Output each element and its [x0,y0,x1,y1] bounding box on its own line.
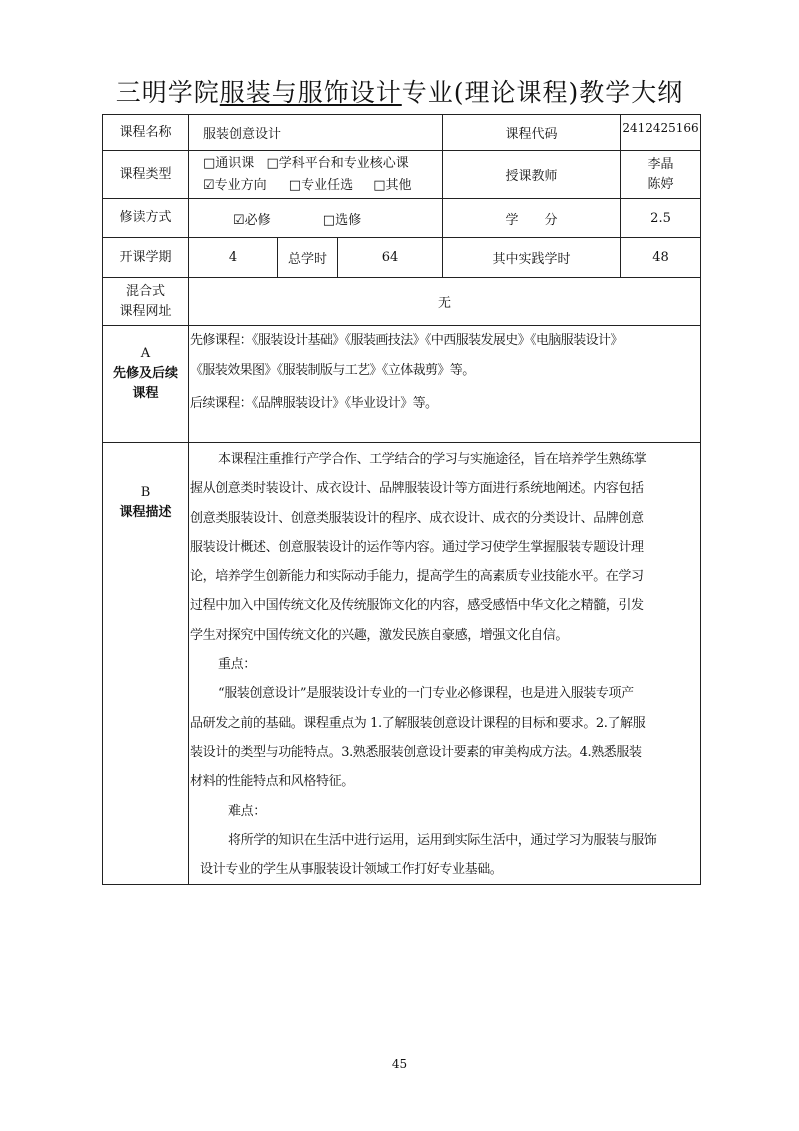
study-mode-options [189,199,443,238]
syllabus-table [102,114,701,885]
title-major: 服装与服饰设计 [219,78,402,107]
difficulty-line: 将所学的知识在生活中进行运用，运用到实际生活中，通过学习为服装与服饰 [228,832,657,848]
practice-hours-value: 48 [621,238,701,278]
row-course-type [103,151,701,199]
course-type-label: 课程类型 [103,151,189,199]
row-study-mode [103,199,701,238]
row-course-name [103,115,701,151]
hybrid-value: 无 [189,278,701,326]
hybrid-label [103,278,189,326]
study-mode-optional[interactable]: □选修 [322,212,362,228]
practice-hours-label: 其中实践学时 [443,238,621,278]
desc-line: 创意类服装设计、创意类服装设计的程序、成衣设计、成衣的分类设计、品牌创意 [190,510,644,526]
row-hybrid [103,278,701,326]
course-code-label: 课程代码 [443,115,621,151]
title-suffix: 专业(理论课程)教学大纲 [401,78,684,107]
desc-line: 学生对探究中国传统文化的兴趣，激发民族自豪感，增强文化自信。 [190,627,569,643]
teacher-name-2: 陈婷 [647,176,674,192]
desc-line: 论，培养学生创新能力和实际动手能力，提高学生的高素质专业技能水平。在学习 [190,569,644,585]
type-option-direction[interactable]: ☑专业方向 [203,177,267,193]
credit-label: 学 分 [443,199,621,238]
row-semester [103,238,701,278]
section-a-label-line2: 课程 [132,386,159,401]
type-option-core[interactable]: □学科平台和专业核心课 [266,155,409,171]
section-a-content [189,326,701,443]
prereq-line2: 《服装效果图》《服装制版与工艺》《立体裁剪》等。 [190,362,475,378]
course-type-options [189,151,443,199]
study-mode-required[interactable]: ☑必修 [233,212,271,228]
semester-value: 4 [189,238,278,278]
hours-value: 64 [338,238,443,278]
key-points-label: 重点： [218,657,256,673]
section-a-label-line1: 先修及后续 [112,366,178,381]
teacher-names [621,151,701,199]
desc-line: 服装设计概述、创意服装设计的运作等内容。通过学习使学生掌握服装专题设计理 [190,539,644,555]
section-b-letter: B [140,485,151,500]
title-prefix: 三明学院 [115,78,220,107]
page-title [0,73,799,109]
desc-line: 握从创意类时装设计、成衣设计、品牌服装设计等方面进行系统地阐述。内容包括 [190,481,644,497]
followup-courses: 后续课程：《品牌服装设计》《毕业设计》等。 [190,396,438,411]
semester-label: 开课学期 [103,238,189,278]
teacher-name-1: 李晶 [647,156,674,172]
desc-line: 本课程注重推行产学合作、工学结合的学习与实施途径，旨在培养学生熟练掌 [218,452,647,467]
type-option-general[interactable]: □通识课 [203,155,255,171]
course-type-row2 [203,175,442,197]
course-name-label: 课程名称 [103,115,189,151]
row-section-b [103,443,701,885]
study-mode-label: 修读方式 [103,199,189,238]
desc-line: 过程中加入中国传统文化及传统服饰文化的内容，感受感悟中华文化之精髓，引发 [190,598,644,614]
section-a-label [103,326,189,443]
section-b-label [103,443,189,885]
type-option-elective[interactable]: □专业任选 [288,177,354,193]
section-b-content [189,443,701,885]
key-line: 品研发之前的基础。课程重点为 1.了解服装创意设计课程的目标和要求。2.了解服 [190,715,646,731]
key-points-paragraph [190,679,700,796]
hybrid-label-line2: 课程网址 [119,303,172,319]
key-line: 材料的性能特点和风格特征。 [190,774,354,790]
section-b-label-text: 课程描述 [119,505,172,520]
course-code-value: 2412425166 [621,115,701,151]
prereq-line1: 先修课程：《服装设计基础》《服装画技法》《中西服装发展史》《电脑服装设计》 [190,333,623,348]
key-line: 装设计的类型与功能特点。3.熟悉服装创意设计要素的审美构成方法。4.熟悉服装 [190,744,642,760]
row-section-a [103,326,701,443]
section-a-letter: A [140,346,151,361]
difficulty-line: 设计专业的学生从事服装设计领域工作打好专业基础。 [200,862,503,878]
type-option-other[interactable]: □其他 [373,177,412,193]
key-line: “服装创意设计”是服装设计专业的一门专业必修课程，也是进入服装专项产 [218,686,634,702]
course-name-value: 服装创意设计 [189,115,443,151]
description-paragraph [190,445,700,650]
course-type-row1 [203,153,442,175]
difficulty-label: 难点： [228,803,266,819]
difficulty-paragraph [190,826,700,885]
credit-value: 2.5 [621,199,701,238]
teacher-label: 授课教师 [443,151,621,199]
hours-label: 总学时 [278,238,338,278]
hybrid-label-line1: 混合式 [125,283,165,299]
page-number: 45 [391,1057,408,1071]
